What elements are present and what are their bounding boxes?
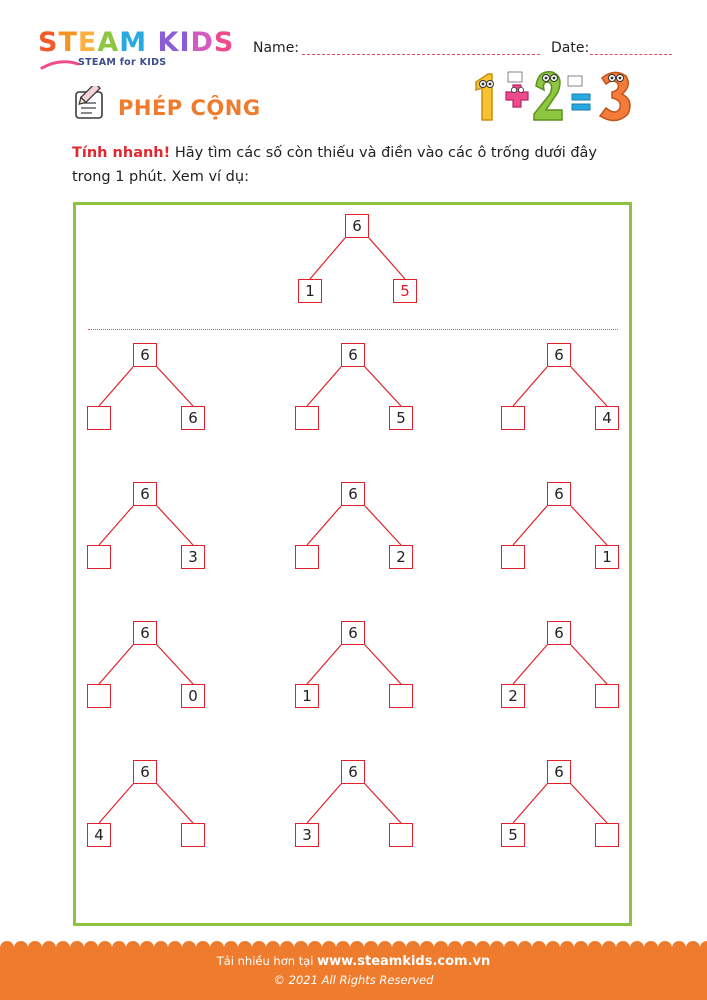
tree-left-box[interactable]	[295, 406, 319, 430]
date-field-line[interactable]	[590, 54, 672, 55]
tree-top-box[interactable]: 6	[133, 482, 157, 506]
tree-left-box[interactable]: 1	[295, 684, 319, 708]
footer-site-link[interactable]: www.steamkids.com.vn	[317, 954, 491, 969]
numbers-cartoon-icon	[468, 64, 640, 128]
logo-letter	[147, 28, 157, 58]
tree-top-box[interactable]: 6	[341, 760, 365, 784]
pencil-paper-icon	[70, 86, 110, 122]
tree-top-box[interactable]: 6	[547, 621, 571, 645]
instruction-text: Hãy tìm các số còn thiếu và điền vào các ô trống dưới đây trong 1 phút. Xem ví dụ:	[72, 145, 598, 185]
tree-top-box[interactable]: 6	[341, 482, 365, 506]
tree-top-box[interactable]: 6	[133, 343, 157, 367]
page-title: PHÉP CỘNG	[118, 96, 261, 120]
logo-letter: M	[119, 27, 148, 58]
tree-right-box[interactable]	[595, 823, 619, 847]
example-right-box: 5	[393, 279, 417, 303]
tree-right-box[interactable]: 5	[389, 406, 413, 430]
tree-left-box[interactable]	[87, 545, 111, 569]
name-field-line[interactable]	[302, 54, 540, 55]
tree-top-box[interactable]: 6	[133, 621, 157, 645]
tree-left-box[interactable]: 3	[295, 823, 319, 847]
tree-left-box[interactable]: 2	[501, 684, 525, 708]
tree-right-box[interactable]: 0	[181, 684, 205, 708]
logo-letter: T	[58, 27, 78, 58]
logo-letter: I	[179, 27, 191, 58]
logo-swoosh-icon	[40, 58, 80, 72]
tree-left-box[interactable]	[501, 545, 525, 569]
tree-left-box[interactable]: 4	[87, 823, 111, 847]
tree-right-box[interactable]	[389, 684, 413, 708]
tree-right-box[interactable]: 2	[389, 545, 413, 569]
logo-wordmark	[38, 28, 238, 58]
example-top-box: 6	[345, 214, 369, 238]
tree-right-box[interactable]	[595, 684, 619, 708]
logo-letter: S	[213, 27, 235, 58]
logo-letter: S	[38, 27, 59, 58]
tree-top-box[interactable]: 6	[341, 343, 365, 367]
instruction-lead: Tính nhanh!	[72, 145, 171, 161]
tree-right-box[interactable]	[389, 823, 413, 847]
tree-top-box[interactable]: 6	[547, 760, 571, 784]
logo-tagline: STEAM for KIDS	[78, 57, 167, 68]
tree-right-box[interactable]: 6	[181, 406, 205, 430]
footer-link-line	[0, 954, 707, 969]
tree-top-box[interactable]: 6	[133, 760, 157, 784]
footer-prefix: Tải nhiều hơn tại	[216, 954, 318, 968]
logo-letter: D	[190, 27, 214, 58]
date-label: Date:	[551, 40, 590, 56]
tree-right-box[interactable]: 4	[595, 406, 619, 430]
tree-top-box[interactable]: 6	[547, 343, 571, 367]
footer-copyright: © 2021 All Rights Reserved	[273, 973, 434, 987]
example-divider	[88, 329, 618, 330]
logo-letter: A	[97, 27, 120, 58]
tree-top-box[interactable]: 6	[341, 621, 365, 645]
tree-left-box[interactable]: 5	[501, 823, 525, 847]
tree-right-box[interactable]: 1	[595, 545, 619, 569]
tree-left-box[interactable]	[501, 406, 525, 430]
example-left-box: 1	[298, 279, 322, 303]
exercise-frame	[73, 202, 632, 926]
logo-letter: K	[157, 27, 180, 58]
logo-letter: E	[77, 27, 98, 58]
tree-right-box[interactable]	[181, 823, 205, 847]
tree-right-box[interactable]: 3	[181, 545, 205, 569]
tree-left-box[interactable]	[295, 545, 319, 569]
tree-left-box[interactable]	[87, 684, 111, 708]
tree-left-box[interactable]	[87, 406, 111, 430]
name-label: Name:	[253, 40, 300, 56]
instructions	[72, 141, 632, 189]
tree-top-box[interactable]: 6	[547, 482, 571, 506]
